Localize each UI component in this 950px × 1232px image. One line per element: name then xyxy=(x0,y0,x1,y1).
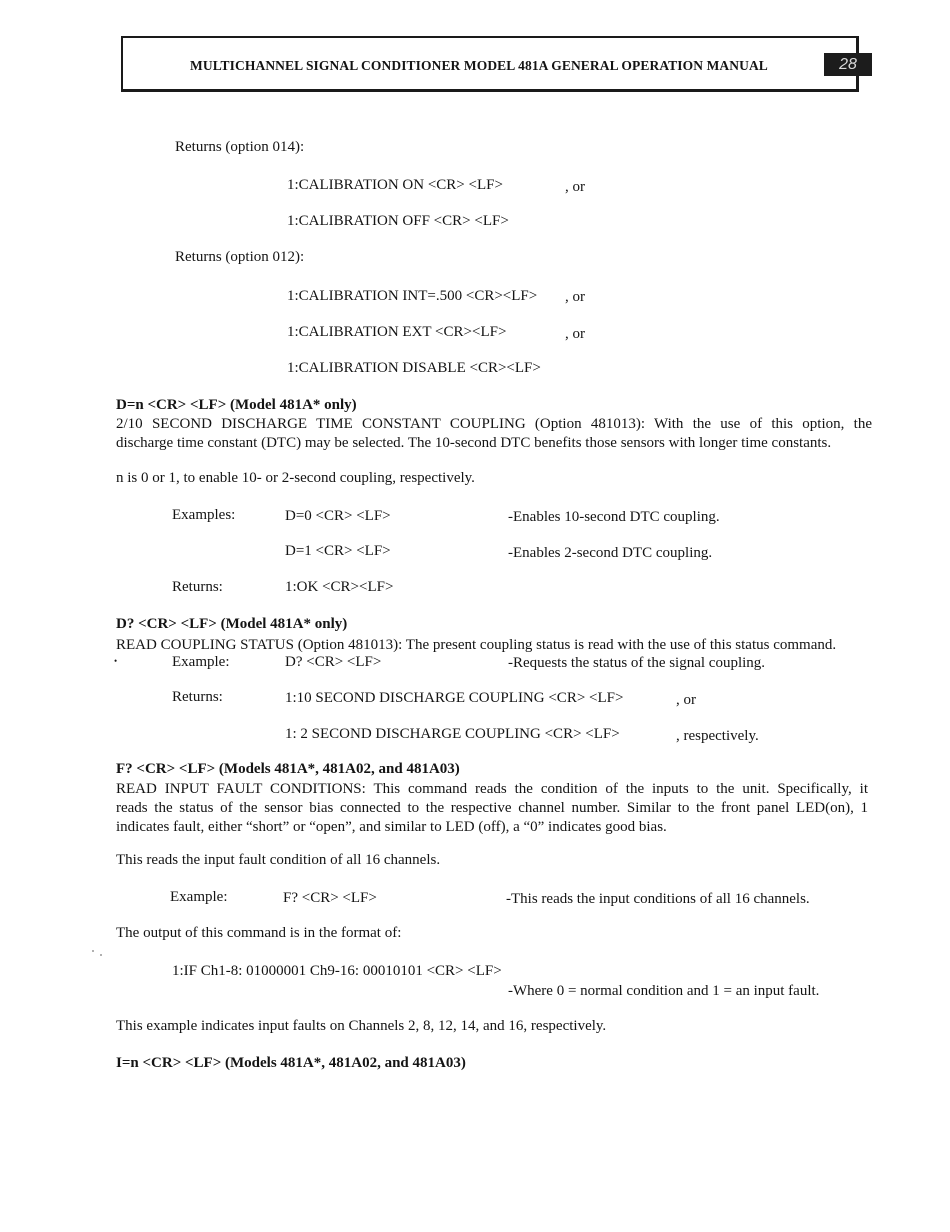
bullet-mark: • xyxy=(114,656,118,666)
dq-returns-10-second-suffix: , or xyxy=(676,692,696,708)
example-d0-description: -Enables 10-second DTC coupling. xyxy=(508,509,720,525)
all-channels-note: This reads the input fault condition of all 16 channels. xyxy=(116,852,441,868)
dq-returns-2-second: 1: 2 SECOND DISCHARGE COUPLING <CR> <LF> xyxy=(285,726,620,742)
calibration-on-line: 1:CALIBRATION ON <CR> <LF> xyxy=(287,177,503,193)
examples-label: Examples: xyxy=(172,507,236,523)
section-dq-description: READ COUPLING STATUS (Option 481013): The present coupling status is read with the use of this status command. xyxy=(116,637,837,653)
scan-speck xyxy=(92,950,94,952)
example-d0-command: D=0 <CR> <LF> xyxy=(285,508,391,524)
f-example-description: -This reads the input conditions of all 16 channels. xyxy=(506,891,810,907)
calibration-int-suffix: , or xyxy=(565,289,585,305)
section-f-description xyxy=(116,780,868,838)
section-f-description-line3: indicates fault, either “short” or “open”, and similar to LED (off), a “0” indicates good bias. xyxy=(116,819,667,836)
calibration-ext-suffix: , or xyxy=(565,326,585,342)
returns-option-014-label: Returns (option 014): xyxy=(175,139,305,155)
output-format-description: -Where 0 = normal condition and 1 = an input fault. xyxy=(508,983,820,999)
calibration-ext-line: 1:CALIBRATION EXT <CR><LF> xyxy=(287,324,507,340)
f-example-label: Example: xyxy=(170,889,228,905)
f-example-command: F? <CR> <LF> xyxy=(283,890,377,906)
manual-title: MULTICHANNEL SIGNAL CONDITIONER MODEL 481A GENERAL OPERATION MANUAL xyxy=(190,58,768,73)
section-d-heading: D=n <CR> <LF> (Model 481A* only) xyxy=(116,397,357,413)
format-note: The output of this command is in the format of: xyxy=(116,925,402,941)
section-d-description-line2: discharge time constant (DTC) may be selected. The 10-second DTC benefits those sensors with longer time constants. xyxy=(116,435,832,452)
output-format-line: 1:IF Ch1-8: 01000001 Ch9-16: 00010101 <CR> <LF> xyxy=(172,963,502,979)
calibration-disable-line: 1:CALIBRATION DISABLE <CR><LF> xyxy=(287,360,541,376)
example-d1-command: D=1 <CR> <LF> xyxy=(285,543,391,559)
calibration-off-line: 1:CALIBRATION OFF <CR> <LF> xyxy=(287,213,509,229)
dq-returns-2-second-suffix: , respectively. xyxy=(676,728,759,744)
example-d1-description: -Enables 2-second DTC coupling. xyxy=(508,545,713,561)
fault-example-note: This example indicates input faults on Channels 2, 8, 12, 14, and 16, respectively. xyxy=(116,1018,607,1034)
n-note: n is 0 or 1, to enable 10- or 2-second coupling, respectively. xyxy=(116,470,475,486)
section-d-description-line1: 2/10 SECOND DISCHARGE TIME CONSTANT COUPLING (Option 481013): With the use of this option, the xyxy=(116,416,872,432)
calibration-int-line: 1:CALIBRATION INT=.500 <CR><LF> xyxy=(287,288,538,304)
section-f-heading: F? <CR> <LF> (Models 481A*, 481A02, and 481A03) xyxy=(116,761,460,777)
calibration-on-suffix: , or xyxy=(565,179,585,195)
dq-returns-label: Returns: xyxy=(172,689,223,705)
returns-ok-value: 1:OK <CR><LF> xyxy=(285,579,394,595)
section-f-description-line1: READ INPUT FAULT CONDITIONS: This command reads the condition of the inputs to the unit. Specifically, it xyxy=(116,781,868,797)
section-f-description-line2: reads the status of the sensor bias connected to the respective channel number. Similar to the front panel LED(on), 1 xyxy=(116,800,868,817)
section-dq-heading: D? <CR> <LF> (Model 481A* only) xyxy=(116,616,348,632)
dq-example-command: D? <CR> <LF> xyxy=(285,654,382,670)
scan-speck xyxy=(100,954,102,956)
dq-example-label: Example: xyxy=(172,654,230,670)
page-number: 28 xyxy=(824,53,872,76)
section-d-description xyxy=(116,415,872,453)
dq-returns-10-second: 1:10 SECOND DISCHARGE COUPLING <CR> <LF> xyxy=(285,690,624,706)
section-i-heading: I=n <CR> <LF> (Models 481A*, 481A02, and 481A03) xyxy=(116,1055,466,1071)
returns-label: Returns: xyxy=(172,579,223,595)
returns-option-012-label: Returns (option 012): xyxy=(175,249,305,265)
dq-example-description: -Requests the status of the signal coupling. xyxy=(508,655,766,671)
